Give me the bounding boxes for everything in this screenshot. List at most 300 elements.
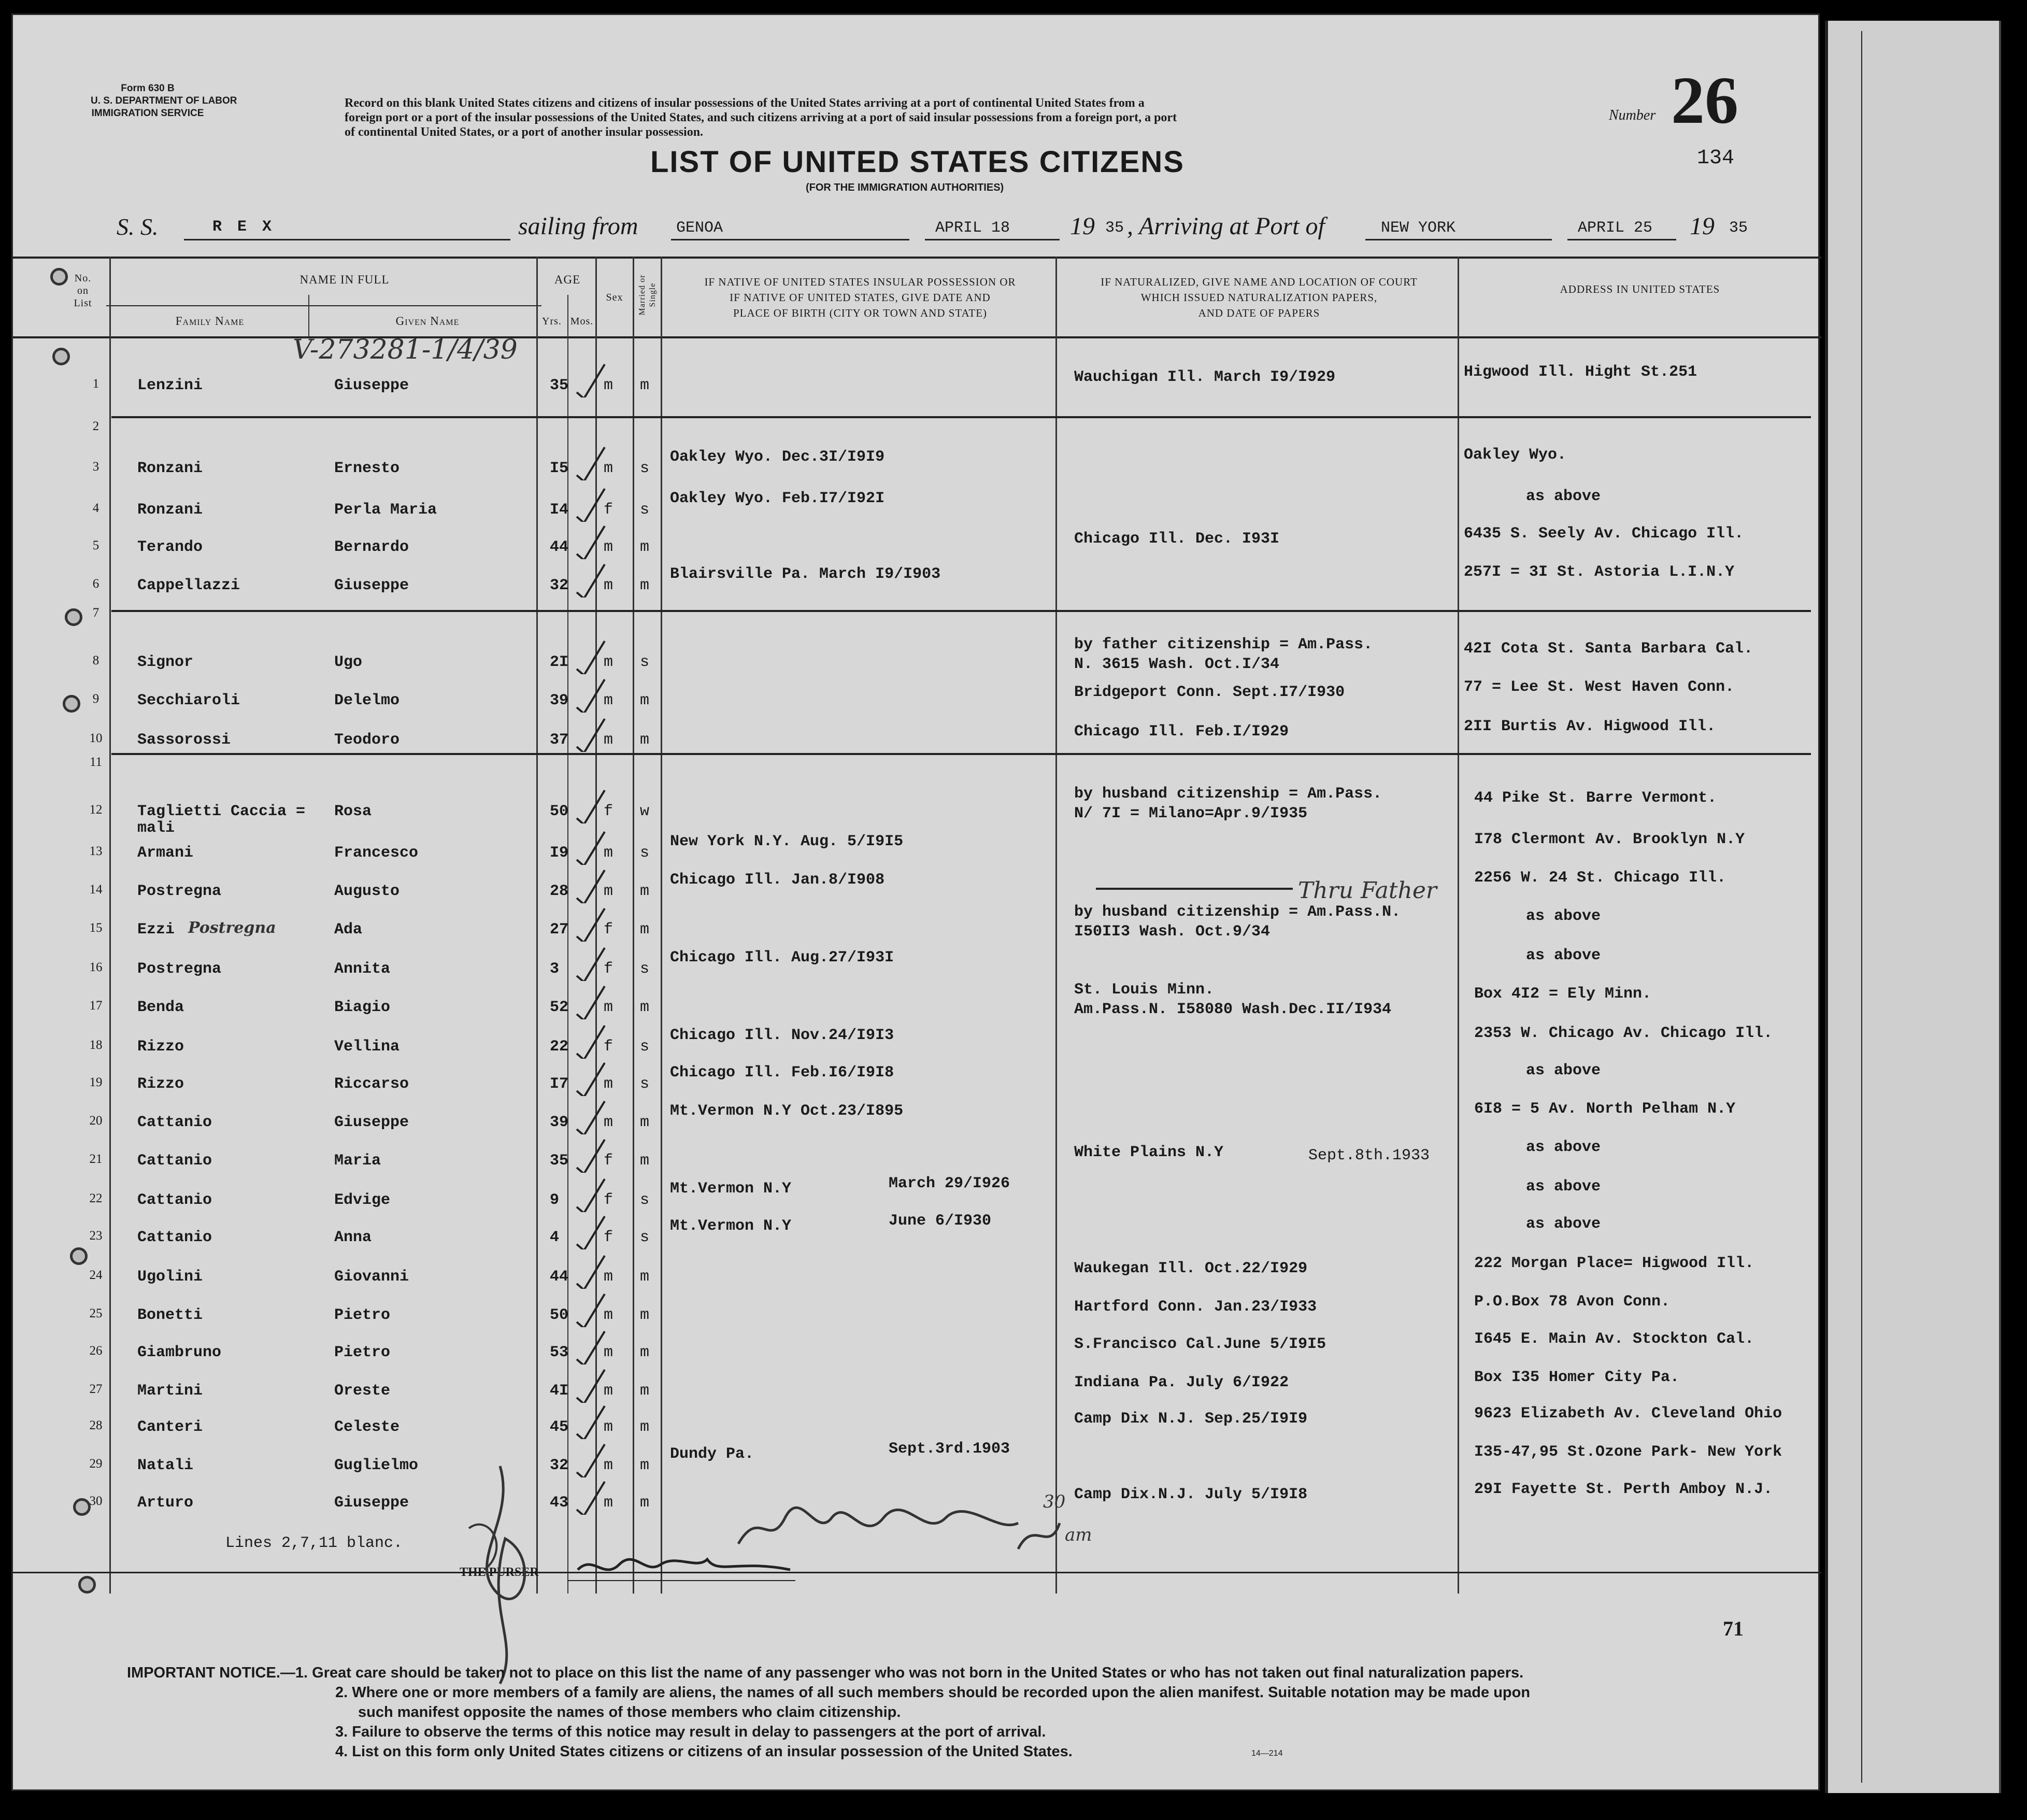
age-years: 22: [550, 1038, 569, 1056]
naturalization: S.Francisco Cal.June 5/I9I5: [1074, 1335, 1326, 1353]
family-name: Secchiaroli: [137, 692, 240, 709]
family-name: Cappellazzi: [137, 577, 240, 594]
checkmark-icon: [573, 523, 609, 559]
given-name: Celeste: [334, 1418, 400, 1436]
signature-time: 30: [1043, 1491, 1066, 1512]
naturalization: Indiana Pa. July 6/I922: [1074, 1374, 1289, 1391]
table-row: [13, 1369, 1795, 1409]
table-row: [13, 831, 1795, 871]
sex: m: [604, 731, 613, 749]
family-name-header: Family Name: [175, 315, 245, 328]
sex: m: [604, 844, 613, 862]
naturalization: by husband citizenship = Am.Pass.: [1074, 785, 1382, 803]
family-name: Cattanio: [137, 1152, 212, 1170]
marital-status: m: [640, 883, 650, 900]
row-number: 26: [89, 1344, 103, 1358]
sex: m: [604, 1457, 613, 1474]
birth-place: Oakley Wyo. Feb.I7/I92I: [670, 490, 885, 507]
notice-line-3: 3. Failure to observe the terms of this notice may result in delay to passengers at the port of arrival.: [335, 1724, 1046, 1740]
family-name-cont: mali: [137, 819, 175, 837]
row-number: 6: [92, 577, 99, 591]
sex: m: [604, 1268, 613, 1286]
address: Higwood Ill. Hight St.251: [1464, 363, 1697, 381]
marital-status: m: [640, 538, 650, 556]
birth-date: March 29/I926: [889, 1175, 1010, 1192]
marital-status: s: [640, 1038, 650, 1056]
checkmark-icon: [573, 829, 609, 865]
age-years: 4I: [550, 1382, 569, 1400]
page-number: 134: [1697, 147, 1735, 170]
address: Box I35 Homer City Pa.: [1474, 1369, 1680, 1386]
handwritten-annotation: V-273281-1/4/39: [293, 334, 518, 365]
marital-status: m: [640, 377, 650, 394]
checkmark-icon: [573, 1291, 609, 1327]
sex: m: [604, 999, 613, 1016]
table-row: [13, 1139, 1795, 1179]
row-number: 4: [92, 501, 99, 515]
row-number: 17: [89, 999, 103, 1013]
family-name: Cattanio: [137, 1191, 212, 1209]
given-name: Anna: [334, 1229, 372, 1246]
instruction-line-3: of continental United States, or a port of another insular possession.: [345, 125, 704, 139]
checkmark-icon: [573, 676, 609, 713]
given-name: Edvige: [334, 1191, 391, 1209]
naturalization-date: Sept.8th.1933: [1308, 1147, 1430, 1164]
page-title: LIST OF UNITED STATES CITIZENS: [650, 145, 1184, 179]
punch-hole: [78, 1576, 96, 1594]
sex: m: [604, 577, 613, 594]
address: 44 Pike St. Barre Vermont.: [1474, 789, 1717, 807]
address: 6I8 = 5 Av. North Pelham N.Y: [1474, 1100, 1736, 1118]
birth-place: New York N.Y. Aug. 5/I9I5: [670, 833, 904, 850]
birth-date: Sept.3rd.1903: [889, 1440, 1010, 1458]
form-id: [91, 82, 237, 120]
given-name: Vellina: [334, 1038, 400, 1056]
table-row: [13, 446, 1795, 487]
sex: m: [604, 1494, 613, 1512]
sex: m: [604, 653, 613, 671]
family-name: Giambruno: [137, 1344, 222, 1361]
address: I78 Clermont Av. Brooklyn N.Y: [1474, 831, 1745, 848]
table-row: [13, 415, 1795, 446]
table-row: [13, 903, 1795, 948]
age-years: 2I: [550, 653, 569, 671]
birth-place: Chicago Ill. Jan.8/I908: [670, 871, 885, 889]
marital-status: s: [640, 653, 650, 671]
signature-am: am: [1065, 1525, 1092, 1545]
naturalization: Camp Dix.N.J. July 5/I9I8: [1074, 1486, 1308, 1503]
checkmark-icon: [573, 1176, 609, 1212]
checkmark-icon: [573, 486, 609, 522]
naturalization: St. Louis Minn.: [1074, 981, 1215, 999]
table-row: [13, 981, 1795, 1026]
given-name: Giuseppe: [334, 1114, 409, 1131]
sex: f: [604, 1191, 613, 1209]
purser-label: THE PURSER: [460, 1566, 539, 1579]
marital-status: m: [640, 692, 650, 709]
notice-line-2b: such manifest opposite the names of those members who claim citizenship.: [358, 1704, 901, 1721]
row-number: 7: [92, 606, 99, 620]
address: 257I = 3I St. Astoria L.I.N.Y: [1464, 563, 1735, 581]
naturalization: Chicago Ill. Dec. I93I: [1074, 530, 1280, 548]
marital-status: m: [640, 1382, 650, 1400]
row-number: 1: [92, 377, 99, 391]
row-number: 16: [89, 960, 103, 974]
row-number: 24: [89, 1268, 103, 1282]
table-row: [13, 1025, 1795, 1065]
checkmark-icon: [573, 716, 609, 752]
age-years: 39: [550, 1114, 569, 1131]
naturalization: by husband citizenship = Am.Pass.N.: [1074, 903, 1401, 921]
sex: m: [604, 1114, 613, 1131]
arriving-label: , Arriving at Port of: [1127, 212, 1325, 240]
marital-status: m: [640, 921, 650, 939]
family-name: Arturo: [137, 1494, 194, 1512]
print-code: 14—214: [1251, 1749, 1283, 1758]
table-row: [13, 636, 1795, 680]
family-name: Signor: [137, 653, 194, 671]
checkmark-icon: [573, 905, 609, 942]
checkmark-icon: [573, 561, 609, 598]
family-name: Postregna: [137, 883, 222, 900]
checkmark-icon: [573, 1060, 609, 1096]
family-name: Ronzani: [137, 501, 203, 519]
checkmark-icon: [573, 1253, 609, 1289]
birth-place: Dundy Pa.: [670, 1445, 754, 1463]
row15-thru-father-note: Thru Father: [1298, 877, 1437, 904]
checkmark-icon: [573, 1478, 609, 1515]
table-row: [13, 363, 1795, 404]
naturalization-header: IF NATURALIZED, GIVE NAME AND LOCATION OF COURT WHICH ISSUED NATURALIZATION PAPERS, AND DATE OF PAPERS: [1101, 276, 1418, 319]
marital-status: m: [640, 1418, 650, 1436]
sailing-from-label: sailing from: [518, 212, 638, 240]
table-row: [13, 1100, 1795, 1141]
number-label: Number: [1609, 107, 1656, 123]
service: IMMIGRATION SERVICE: [91, 108, 204, 119]
marital-status: s: [640, 1229, 650, 1246]
family-name: Rizzo: [137, 1038, 184, 1056]
given-name: Pietro: [334, 1306, 391, 1324]
marital-status: m: [640, 1114, 650, 1131]
form-number: Form 630 B: [121, 83, 175, 94]
given-name: Teodoro: [334, 731, 400, 749]
row-number: 9: [92, 692, 99, 706]
birth-header: IF NATIVE OF UNITED STATES INSULAR POSSESSION OR IF NATIVE OF UNITED STATES, GIVE DATE AND PLACE OF BIRTH (CITY OR TOWN AND STATE): [704, 276, 1016, 319]
given-name: Guglielmo: [334, 1457, 419, 1474]
table-row: [13, 1212, 1795, 1256]
checkmark-icon: [573, 1136, 609, 1173]
family-name: Ugolini: [137, 1268, 203, 1286]
sex: m: [604, 377, 613, 394]
row-number: 29: [89, 1457, 103, 1471]
sex: m: [604, 1418, 613, 1436]
checkmark-icon: [573, 867, 609, 903]
sex: f: [604, 960, 613, 978]
marital-status: m: [640, 1306, 650, 1324]
table-row: [13, 785, 1795, 837]
family-name: Rizzo: [137, 1075, 184, 1093]
adjacent-page-edge-line: [1861, 31, 1862, 1783]
year-prefix-1: 19: [1070, 212, 1095, 240]
age-years: 32: [550, 577, 569, 594]
sex: m: [604, 538, 613, 556]
family-name: Bonetti: [137, 1306, 203, 1324]
checkmark-icon: [573, 1328, 609, 1364]
given-name: Pietro: [334, 1344, 391, 1361]
age-years: 44: [550, 538, 569, 556]
family-name: Benda: [137, 999, 184, 1016]
checkmark-icon: [573, 1441, 609, 1477]
checkmark-icon: [573, 361, 609, 397]
address: 77 = Lee St. West Haven Conn.: [1464, 678, 1735, 696]
row-number: 28: [89, 1418, 103, 1432]
marital-status: w: [640, 803, 650, 820]
row-number: 10: [89, 731, 103, 745]
family-name: Taglietti Caccia =: [137, 803, 306, 820]
checkmark-icon: [573, 444, 609, 480]
birth-place: Chicago Ill. Aug.27/I93I: [670, 949, 894, 966]
row-number: 12: [89, 803, 103, 817]
birth-place: Blairsville Pa. March I9/I903: [670, 565, 941, 583]
sex: m: [604, 1344, 613, 1361]
age-years: 50: [550, 803, 569, 820]
row-number: 3: [92, 460, 99, 474]
notice-title: IMPORTANT NOTICE.: [127, 1665, 280, 1681]
table-row: [13, 1440, 1795, 1484]
age-years: 39: [550, 692, 569, 709]
birth-place: Mt.Vermon N.Y Oct.23/I895: [670, 1102, 904, 1120]
family-name: Cattanio: [137, 1114, 212, 1131]
age-header: AGE: [554, 273, 581, 286]
sex: f: [604, 1038, 613, 1056]
form-instructions: [345, 96, 1177, 139]
marital-status: s: [640, 960, 650, 978]
strikethrough: [1096, 888, 1293, 890]
ss-label: S. S.: [117, 214, 159, 240]
address: 42I Cota St. Santa Barbara Cal.: [1464, 640, 1753, 658]
family-name: Ezzi: [137, 921, 175, 939]
address: 29I Fayette St. Perth Amboy N.J.: [1474, 1481, 1773, 1498]
naturalization-cont: I50II3 Wash. Oct.9/34: [1074, 923, 1271, 941]
name-in-full-header: NAME IN FULL: [299, 273, 390, 286]
marital-status: s: [640, 1075, 650, 1093]
birth-place: Chicago Ill. Nov.24/I9I3: [670, 1027, 894, 1044]
age-years: 43: [550, 1494, 569, 1512]
given-name: Bernardo: [334, 538, 409, 556]
from-port: GENOA: [676, 219, 723, 237]
age-years: 52: [550, 999, 569, 1016]
address: as above: [1526, 488, 1601, 505]
table-row: [13, 751, 1795, 782]
address: as above: [1526, 907, 1601, 925]
age-years: 44: [550, 1268, 569, 1286]
age-years: I9: [550, 844, 569, 862]
sex: m: [604, 1306, 613, 1324]
depart-year: 35: [1105, 219, 1124, 237]
naturalization-cont: N. 3615 Wash. Oct.I/34: [1074, 656, 1280, 673]
notice-line-1: IMPORTANT NOTICE.—1. Great care should be taken not to place on this list the name of any passenger who was not born in the United States or who has not taken out final naturalization papers.: [127, 1665, 1524, 1681]
address: 6435 S. Seely Av. Chicago Ill.: [1464, 525, 1744, 543]
row-number: 25: [89, 1306, 103, 1320]
row15-handwritten-note: Postregna: [188, 919, 276, 937]
table-row: [13, 488, 1795, 528]
row-number: 18: [89, 1038, 103, 1052]
row-number: 14: [89, 883, 103, 897]
address: 222 Morgan Place= Higwood Ill.: [1474, 1255, 1754, 1272]
birth-date: June 6/I930: [889, 1212, 992, 1230]
checkmark-icon: [573, 1098, 609, 1134]
large-handwritten-mark: [438, 1456, 562, 1689]
given-name: Giovanni: [334, 1268, 409, 1286]
naturalization: Bridgeport Conn. Sept.I7/I930: [1074, 684, 1345, 701]
naturalization: Chicago Ill. Feb.I/I929: [1074, 723, 1289, 741]
given-name: Augusto: [334, 883, 400, 900]
depart-date: APRIL 18: [935, 219, 1010, 237]
table-row: [13, 525, 1795, 565]
sex: f: [604, 1152, 613, 1170]
given-name: Giuseppe: [334, 1494, 409, 1512]
age-years: 4: [550, 1229, 560, 1246]
age-years: 9: [550, 1191, 560, 1209]
table-row: [13, 1330, 1795, 1371]
adjacent-page-edge: [1825, 21, 2001, 1793]
marital-status: s: [640, 844, 650, 862]
naturalization: Waukegan Ill. Oct.22/I929: [1074, 1260, 1308, 1277]
age-years: I7: [550, 1075, 569, 1093]
blank-lines-note: Lines 2,7,11 blanc.: [225, 1534, 403, 1552]
checkmark-icon: [573, 638, 609, 674]
address: 2353 W. Chicago Av. Chicago Ill.: [1474, 1025, 1773, 1042]
row-number: 20: [89, 1114, 103, 1128]
birth-place: Chicago Ill. Feb.I6/I9I8: [670, 1064, 894, 1082]
address: I645 E. Main Av. Stockton Cal.: [1474, 1330, 1754, 1348]
year-prefix-2: 19: [1690, 212, 1715, 240]
sex: f: [604, 921, 613, 939]
naturalization-cont: N/ 7I = Milano=Apr.9/I935: [1074, 805, 1308, 822]
instruction-line-1: Record on this blank United States citizens and citizens of insular possessions of the United States arriving at a port of continental United States from a: [345, 96, 1145, 110]
checkmark-icon: [573, 945, 609, 981]
marital-status: m: [640, 999, 650, 1016]
row-number: 15: [89, 921, 103, 935]
arrive-year: 35: [1729, 219, 1748, 237]
table-row: [13, 678, 1795, 719]
given-name: Biagio: [334, 999, 391, 1016]
given-name: Rosa: [334, 803, 372, 820]
table-row: [13, 869, 1795, 909]
row-number: 13: [89, 844, 103, 858]
checkmark-icon: [573, 1213, 609, 1249]
sex: m: [604, 883, 613, 900]
family-name: Terando: [137, 538, 203, 556]
naturalization: by father citizenship = Am.Pass.: [1074, 636, 1373, 653]
table-row: [13, 1293, 1795, 1333]
age-years: I4: [550, 501, 569, 519]
row-number: 21: [89, 1152, 103, 1166]
age-years: 50: [550, 1306, 569, 1324]
marital-status: m: [640, 577, 650, 594]
family-name: Sassorossi: [137, 731, 231, 749]
family-name: Ronzani: [137, 460, 203, 477]
address: 2II Burtis Av. Higwood Ill.: [1464, 718, 1716, 735]
address: P.O.Box 78 Avon Conn.: [1474, 1293, 1671, 1311]
row-number: 27: [89, 1382, 103, 1396]
given-name: Ada: [334, 921, 363, 939]
marital-status: m: [640, 1344, 650, 1361]
mos-header: Mos.: [570, 316, 594, 327]
naturalization: Hartford Conn. Jan.23/I933: [1074, 1298, 1317, 1316]
age-years: 53: [550, 1344, 569, 1361]
address: as above: [1526, 1215, 1601, 1233]
corner-number: 71: [1723, 1617, 1744, 1640]
age-years: 35: [550, 1152, 569, 1170]
punch-hole: [52, 348, 70, 365]
family-name: Lenzini: [137, 377, 203, 394]
department: U. S. DEPARTMENT OF LABOR: [91, 95, 237, 106]
notice-line-4: 4. List on this form only United States citizens or citizens of an insular possession of the United States.: [335, 1743, 1073, 1760]
given-name: Giuseppe: [334, 577, 409, 594]
inspector-signature: [728, 1487, 1101, 1565]
address: as above: [1526, 947, 1601, 964]
row-number: 19: [89, 1075, 103, 1089]
family-name: Natali: [137, 1457, 194, 1474]
naturalization: Camp Dix N.J. Sep.25/I9I9: [1074, 1410, 1308, 1428]
address: Box 4I2 = Ely Minn.: [1474, 985, 1652, 1003]
table-row: [13, 563, 1795, 604]
form-number-stamp: 26: [1671, 63, 1738, 138]
punch-hole: [50, 268, 68, 286]
naturalization: Wauchigan Ill. March I9/I929: [1074, 368, 1336, 386]
manifest-sheet: [11, 13, 1820, 1791]
given-name: Perla Maria: [334, 501, 437, 519]
address: Oakley Wyo.: [1464, 446, 1567, 464]
address: as above: [1526, 1139, 1601, 1156]
marital-status: m: [640, 1457, 650, 1474]
checkmark-icon: [573, 1403, 609, 1439]
to-port: NEW YORK: [1381, 219, 1456, 237]
family-name: Martini: [137, 1382, 203, 1400]
given-name: Maria: [334, 1152, 381, 1170]
family-name: Armani: [137, 844, 194, 862]
sex: m: [604, 460, 613, 477]
arrive-date: APRIL 25: [1578, 219, 1653, 237]
birth-place: Mt.Vermon N.Y: [670, 1217, 792, 1235]
checkmark-icon: [573, 983, 609, 1019]
row-number: 23: [89, 1229, 103, 1243]
ship-name: R E X: [212, 218, 275, 236]
birth-place: Oakley Wyo. Dec.3I/I9I9: [670, 448, 885, 466]
birth-place: Mt.Vermon N.Y: [670, 1180, 792, 1198]
given-name: Delelmo: [334, 692, 400, 709]
no-on-list-header: No. on List: [74, 273, 92, 309]
sex: f: [604, 803, 613, 820]
age-years: 37: [550, 731, 569, 749]
given-name: Ernesto: [334, 460, 400, 477]
row-number: 11: [89, 755, 103, 769]
marital-status: m: [640, 1152, 650, 1170]
age-years: I5: [550, 460, 569, 477]
given-name: Riccarso: [334, 1075, 409, 1093]
family-name: Canteri: [137, 1418, 203, 1436]
age-years: 45: [550, 1418, 569, 1436]
given-name: Annita: [334, 960, 391, 978]
age-years: 28: [550, 883, 569, 900]
checkmark-icon: [573, 1367, 609, 1403]
row-number: 22: [89, 1191, 103, 1205]
address: 2256 W. 24 St. Chicago Ill.: [1474, 869, 1726, 887]
family-name: Postregna: [137, 960, 222, 978]
given-name: Giuseppe: [334, 377, 409, 394]
marital-status: s: [640, 460, 650, 477]
